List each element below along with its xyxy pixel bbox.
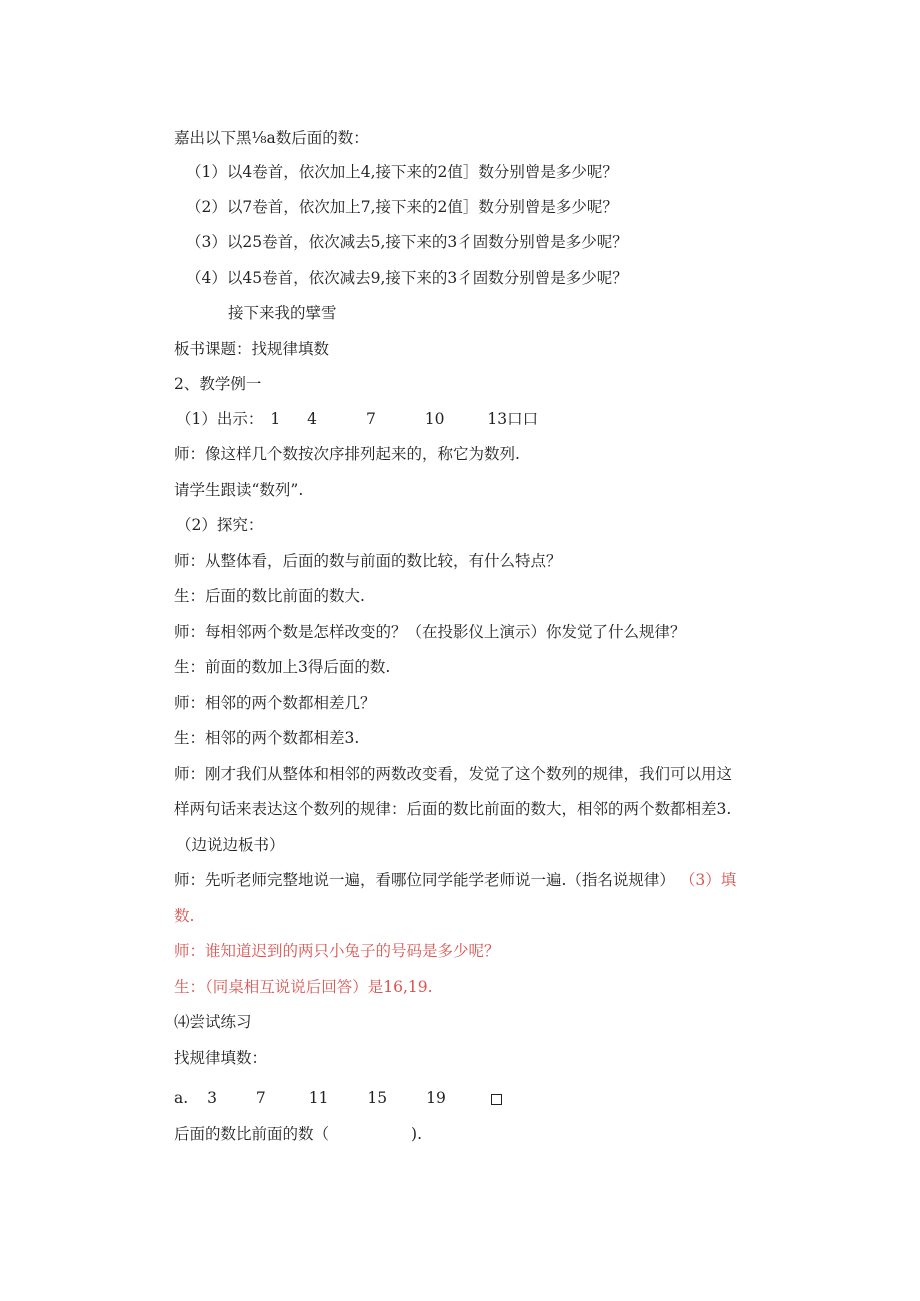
show-number: 13口口 (487, 410, 539, 428)
exercise-label: a. (174, 1089, 189, 1107)
question-2: （2）以7卷首，依次加上7,接下来的2值］数分别曾是多少呢？ (186, 198, 618, 216)
intro-line: 嘉出以下黑⅛a数后面的数： (174, 129, 369, 147)
red-paragraph: 数. (174, 907, 195, 925)
paragraph: ⑷尝试练习 (174, 1013, 252, 1031)
paragraph: 找规律填数： (174, 1049, 268, 1067)
show-row (176, 409, 538, 429)
exercise-number: 3 (207, 1089, 217, 1107)
paragraph: 生：前面的数加上3得后面的数. (174, 658, 391, 676)
show-number: 7 (365, 410, 376, 428)
example-heading: 2、教学例一 (174, 375, 262, 393)
paragraph: 师：相邻的两个数都相差几？ (174, 694, 376, 712)
next-line: 接下来我的擘雪 (228, 304, 337, 322)
show-number: 4 (307, 410, 317, 428)
last-line (174, 1124, 422, 1144)
paragraph: 师：刚才我们从整体和相邻的两数改变看，发觉了这个数列的规律，我们可以用这 (174, 765, 733, 783)
board-title: 板书课题：找规律填数 (174, 340, 330, 358)
exercise-row (174, 1088, 502, 1108)
paragraph: 生：相邻的两个数都相差3. (174, 729, 360, 747)
paragraph: 师：从整体看，后面的数与前面的数比较，有什么特点？ (174, 552, 562, 570)
paragraph: 师：像这样几个数按次序排列起来的，称它为数列. (174, 445, 520, 463)
last-line-start: 后面的数比前面的数（ (174, 1125, 330, 1143)
show-label: （1）出示： (176, 410, 264, 428)
paragraph: （边说边板书） (176, 836, 285, 854)
blank-box-icon (491, 1094, 502, 1105)
mixed-paragraph (174, 870, 736, 890)
question-3: （3）以25卷首，依次减去5,接下来的3彳固数分别曾是多少呢？ (186, 233, 628, 251)
red-paragraph: 生：（同桌相互说说后回答）是16,19. (174, 978, 433, 996)
question-1: （1）以4卷首，依次加上4,接下来的2值］数分别曾是多少呢？ (186, 163, 618, 181)
show-number: 1 (270, 410, 281, 428)
exercise-number: 11 (308, 1089, 329, 1107)
show-number: 10 (424, 410, 445, 428)
exercise-number: 19 (426, 1089, 446, 1107)
last-line-end: ). (411, 1125, 422, 1143)
paragraph: 师：每相邻两个数是怎样改变的？（在投影仪上演示）你发觉了什么规律？ (174, 623, 686, 641)
paragraph: 样两句话来表达这个数列的规律：后面的数比前面的数大，相邻的两个数都相差3. (174, 800, 732, 818)
exercise-number: 15 (367, 1089, 388, 1107)
paragraph: 生：后面的数比前面的数大. (174, 587, 365, 605)
paragraph: （2）探究： (176, 516, 264, 534)
paragraph: 请学生跟读“数列”. (174, 481, 304, 499)
question-4: （4）以45卷首，依次减去9,接下来的3彳固数分别曾是多少呢？ (186, 269, 628, 287)
exercise-number: 7 (255, 1089, 266, 1107)
paragraph-red-part: （3）填 (679, 871, 737, 889)
paragraph-black-part: 师：先听老师完整地说一遍，看哪位同学能学老师说一遍.（指名说规律） (174, 871, 675, 889)
red-paragraph: 师：谁知道迟到的两只小兔子的号码是多少呢？ (174, 942, 500, 960)
